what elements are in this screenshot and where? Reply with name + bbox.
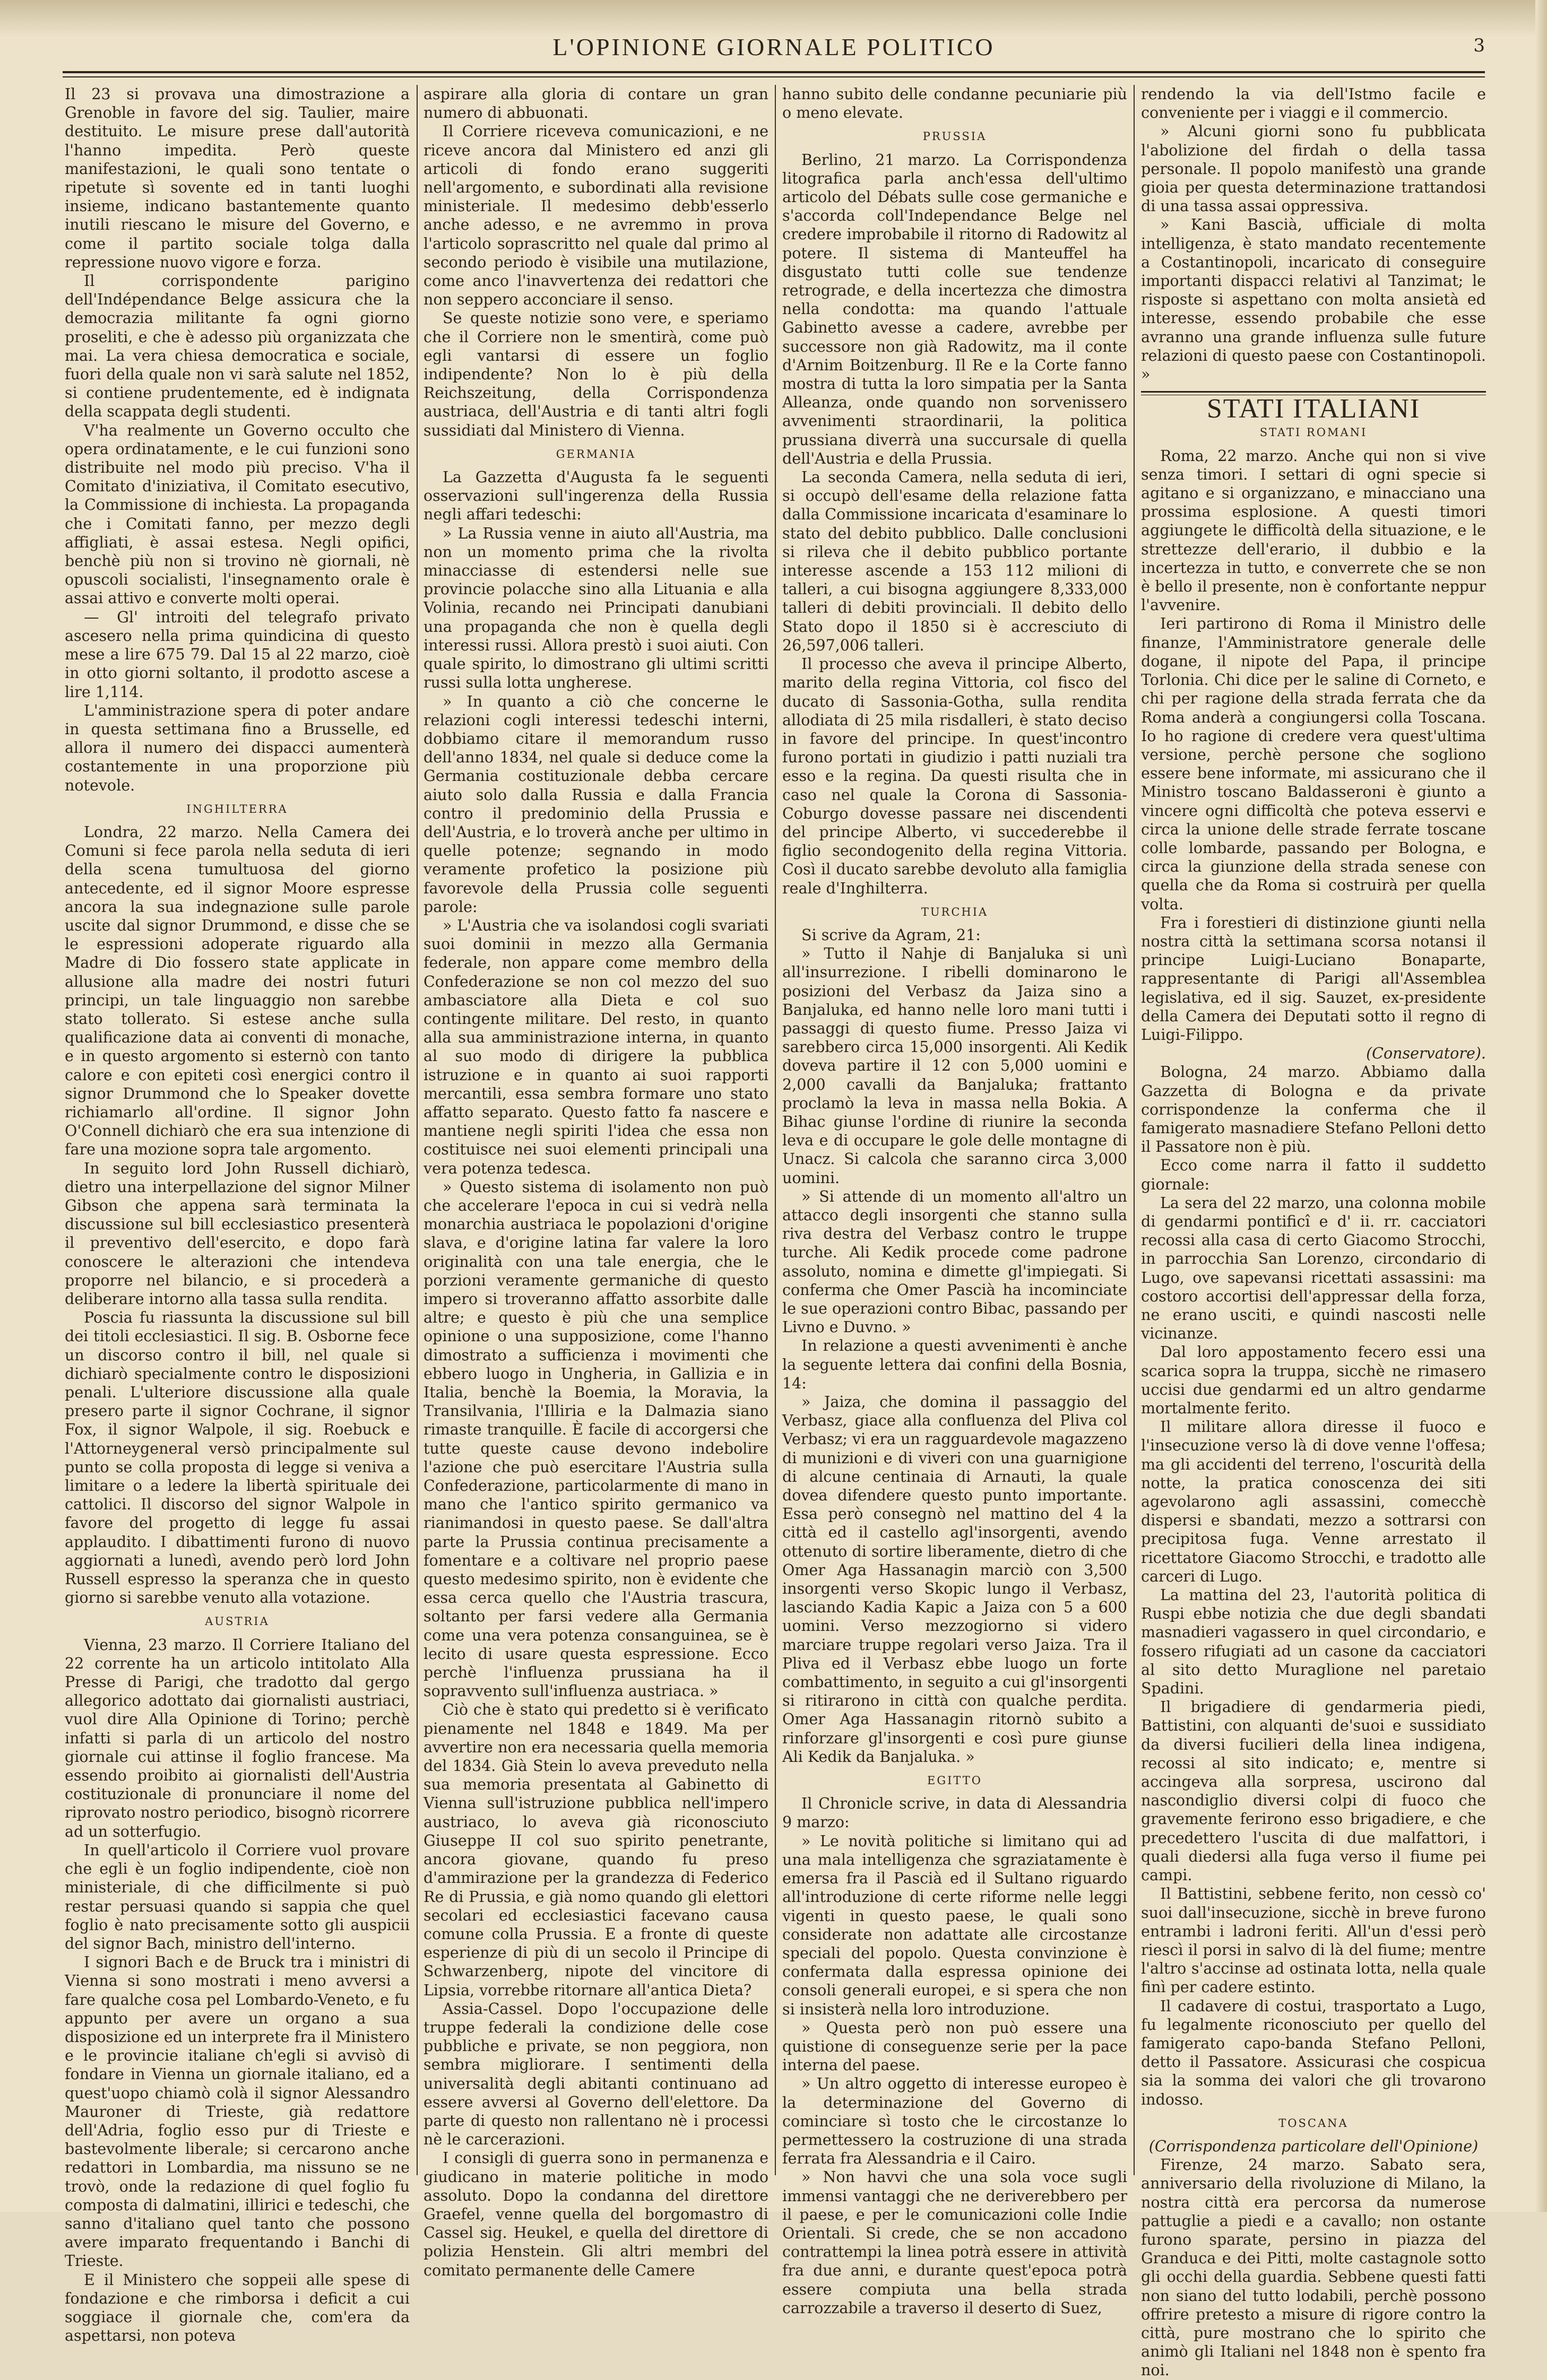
paragraph: Il Battistini, sebbene ferito, non cessò co' suoi dall'insecuzione, sicchè in breve furono entrambi i ladroni feriti. All'un d'essi però riescì il porsi in salvo di là del fiume; mentre l'altro s'accinse ad ostinata lotta, nella quale finì per cadere estinto.: [1141, 1885, 1486, 1996]
column-1: [65, 85, 410, 2345]
paragraph: Bologna, 24 marzo. Abbiamo dalla Gazzetta di Bologna e da private corrispondenze la conferma che il famigerato masnadiere Stefano Pelloni detto il Passatore non è più.: [1141, 1063, 1486, 1156]
section-heading: INGHILTERRA: [186, 802, 288, 815]
paragraph: » Si attende di un momento all'altro un attacco degli insorgenti che stanno sulla riva destra del Verbasz contro le truppe turche. Ali Kedik procede come padrone assoluto, nomina e dimette gl'impiegati. Si conferma che Omer Pascià ha incominciate le sue operazioni contro Bibac, passando per Livno e Duvno. »: [782, 1187, 1127, 1336]
paragraph: Fra i forestieri di distinzione giunti nella nostra città la settimana scorsa notansi il principe Luigi-Luciano Bonaparte, rappresentante di Parigi all'Assemblea legislativa, ed il sig. Sauzet, ex-presidente della Camera dei Deputati sotto il regno di Luigi-Filippo.: [1141, 914, 1486, 1044]
paragraph: Assia-Cassel. Dopo l'occupazione delle truppe federali la condizione delle cose pubbliche e private, se non peggiora, non sembra migliorare. I sentimenti della universalità degli abitanti continuano ad essere avversi al Governo dell'elettore. Da parte di questo non rallentano nè i processi nè le carcerazioni.: [424, 2000, 768, 2149]
paper-edge-top: [0, 0, 1547, 37]
paragraph: Il militare allora diresse il fuoco e l'insecuzione verso là di dove venne l'offesa; ma gli accidenti del terreno, l'oscurità della notte, la pratica conoscenza dei siti agevolarono agli assassini, comecchè dispersi e sbandati, mezzo a sottrarsi con precipitosa fuga. Venne arrestato il ricettatore Giacomo Strocchi, e tradotto alle carceri di Lugo.: [1141, 1418, 1486, 1585]
paragraph: Se queste notizie sono vere, e speriamo che il Corriere non le smentirà, come può egli vantarsi di essere un foglio indipendente? Non lo è più della Reichszeitung, della Corrispondenza austriaca, dell'Austria e di tanti altri fogli sussidiati dal Ministero di Vienna.: [424, 309, 768, 439]
paragraph: Ciò che è stato qui predetto si è verificato pienamente nel 1848 e 1849. Ma per avvertire non era necessaria quella memoria del 1834. Già Stein lo aveva preveduto nella sua memoria presentata al Gabinetto di Vienna sull'istruzione pubblica nell'impero austriaco, lo aveva già riconosciuto Giuseppe II col suo spirito penetrante, ancora giovane, quando fu preso d'ammirazione per la grandezza di Federico Re di Prussia, e già nomo quando gli elettori secolari ed ecclesiastici facevano causa comune colla Prussia. E a fronte di queste esperienze di più di un secolo il Principe di Schwarzenberg, nipote del vincitore di Lipsia, vorrebbe ritornare all'antica Dieta?: [424, 1701, 768, 1999]
paragraph: In seguito lord John Russell dichiarò, dietro una interpellazione del signor Milner Gibson che appena sarà terminata la discussione sul bill ecclesiastico presenterà il preventivo dell'esercito, e dopo farà conoscere le alterazioni che intendeva proporre nel bilancio, e si procederà a deliberare intorno alla tassa sulla rendita.: [65, 1159, 410, 1308]
paragraph: I consigli di guerra sono in permanenza e giudicano in materie politiche in modo assoluto. Dopo la condanna del direttore Graefel, venne quella del borgomastro di Cassel sig. Heukel, e quella del direttore di polizia Henstein. Gli altri membri del comitato permanente delle Camere: [424, 2149, 768, 2279]
page-number: 3: [1473, 35, 1485, 56]
newspaper-title: L'OPINIONE GIORNALE POLITICO: [552, 33, 995, 60]
paragraph: I signori Bach e de Bruck tra i ministri di Vienna si sono mostrati i meno avversi a fare qualche cosa pel Lombardo-Veneto, e fu appunto per avere un organo a sua disposizione ed un interprete fra il Ministero e le provincie italiane ch'egli si avvisò di fondare in Vienna un giornale italiano, ed a quest'uopo chiamò colà il signor Alessandro Mauroner di Trieste, già redattore dell'Adria, foglio esso pur di Trieste e bastevolmente liberale; si cercarono anche redattori in Lombardia, ma nissuno se ne trovò, onde la redazione di quel foglio fu composta di dalmatini, illirici e tedeschi, che sanno d'italiano quel tanto che possono avere imparato frequentando i Banchi di Trieste.: [65, 1953, 410, 2270]
paragraph: La Gazzetta d'Augusta fa le seguenti osservazioni sull'ingerenza della Russia negli affari tedeschi:: [424, 468, 768, 524]
section-heading: PRUSSIA: [922, 130, 987, 143]
masthead-rule: [63, 71, 1485, 77]
section-heading: STATI ROMANI: [1259, 426, 1368, 439]
paragraph: Poscia fu riassunta la discussione sul bill dei titoli ecclesiastici. Il sig. B. Osborne fece un discorso contro il bill, nel quale si dichiarò specialmente contro le disposizioni penali. L'ulteriore discussione alla quale presero parte il signor Cochrane, il signor Fox, il signor Walpole, il sig. Roebuck e l'Attorneygeneral versò principalmente sul punto se colla proposta di legge si veniva a limitare o a ledere la libertà spirituale dei cattolici. Il discorso del signor Walpole in favore del progetto di legge fu assai applaudito. I dibattimenti furono di nuovo aggiornati a lunedì, avendo però lord John Russell espresso la speranza che in questo giorno si sarebbe venuto alla votazione.: [65, 1309, 410, 1607]
paragraph: Il processo che aveva il principe Alberto, marito della regina Vittoria, col fisco del ducato di Sassonia-Gotha, sulla rendita allodiata di 25 mila risdalleri, è stato deciso in favore del principe. In quest'incontro furono portati in giudizio i patti nuziali tra esso e la regina. Da questi risulta che in caso nel quale la Corona di Sassonia-Coburgo dovesse passare nei discendenti del principe Alberto, vi succederebbe il figlio secondogenito della regina Vittoria. Così il ducato sarebbe devoluto alla famiglia reale d'Inghilterra.: [782, 655, 1127, 897]
paragraph: » Questa però non può essere una quistione di conseguenze serie per la pace interna del paese.: [782, 2019, 1127, 2074]
paragraph: La seconda Camera, nella seduta di ieri, si occupò dell'esame della relazione fatta dalla Commissione incaricata d'esaminare lo stato del debito pubblico. Dalle conclusioni si rileva che il debito pubblico portante interesse ascende a 153 112 milioni di talleri, a cui bisogna aggiungere 8,333,000 talleri di debiti provinciali. Il debito dello Stato dopo il 1850 si è accresciuto di 26,597,006 talleri.: [782, 468, 1127, 654]
paper-edge-right: [1535, 0, 1547, 2212]
paragraph: La sera del 22 marzo, una colonna mobile di gendarmi pontificî e d' ii. rr. cacciatori recossi alla casa di certo Giacomo Strocchi, in parrocchia San Lorenzo, circondario di Lugo, ove sapevansi ricettati assassini: ma costoro accortisi dell'appressar della forza, ne erano usciti, e quindi nascosti nelle vicinanze.: [1141, 1194, 1486, 1343]
column-4: [1141, 85, 1486, 2379]
column-divider: [1134, 85, 1135, 2175]
paragraph: Ecco come narra il fatto il suddetto giornale:: [1141, 1157, 1486, 1193]
paragraph: » Tutto il Nahje di Banjaluka si unì all'insurrezione. I ribelli dominarono le posizioni del Verbasz da Jaiza sino a Banjaluka, ed hanno nelle loro mani tutti i passaggi di questo fiume. Presso Jaiza vi sarebbero circa 15,000 insorgenti. Ali Kedik doveva partire il 12 con 5,000 uomini e 2,000 cavalli da Banjaluka; frattanto proclamò la leva in massa nella Bokia. A Bihac giunse l'ordine di riunire la seconda leva e di occupare le gole delle montagne di Unacz. Si calcola che saranno circa 3,000 uomini.: [782, 945, 1127, 1187]
paragraph: » La Russia venne in aiuto all'Austria, ma non un momento prima che la rivolta minacciasse di estendersi nelle sue provincie polacche sino alla Lituania e alla Volinia, recando nei Principati danubiani una propaganda che non è quella degli interessi russi. Allora prestò i suoi aiuti. Con quale spirito, lo dimostrano gli ultimi scritti russi sulla lotta ungherese.: [424, 524, 768, 692]
paragraph: » L'Austria che va isolandosi cogli svariati suoi dominii in mezzo alla Germania federale, non appare come membro della Confederazione se non col mezzo del suo ambasciatore alla Dieta e col suo contingente militare. Del resto, in quanto alla sua amministrazione interna, in quanto al suo modo di dirigere la pubblica istruzione e in quanto ai suoi rapporti mercantili, essa sembra formare uno stato affatto separato. Questo fatto fa nascere e mantiene negli spiriti l'idea che essa non costituisce nei suoi elementi principali una vera potenza tedesca.: [424, 916, 768, 1177]
column-divider: [775, 85, 776, 2175]
paragraph: V'ha realmente un Governo occulto che opera ordinatamente, e le cui funzioni sono distribuite nel modo più preciso. V'ha il Comitato d'iniziativa, il Comitato esecutivo, la Commissione di inchiesta. La propaganda che i Comitati fanno, per mezzo degli affigliati, è assai estesa. Negli opifici, benchè più non si trovino nè giornali, nè opuscoli socialisti, l'insegnamento orale è assai attivo e converte molti operai.: [65, 421, 410, 607]
paragraph: Londra, 22 marzo. Nella Camera dei Comuni si fece parola nella seduta di ieri della scena tumultuosa del giorno antecedente, ed il signor Moore espresse ancora la sua indegnazione sulle parole uscite dal signor Drummond, e disse che se le espressioni adoperate riguardo alla Madre di Dio fossero state applicate in allusione alla madre dei nostri futuri principi, un tale linguaggio non sarebbe stato tollerato. Si estese anche sulla qualificazione data ai conventi di monache, e in questo argomento si esternò con tanto calore e con epiteti così energici contro il signor Drummond che lo Speaker dovette richiamarlo all'ordine. Il signor John O'Connell dichiarò che era sua intenzione di fare una mozione sopra tale argomento.: [65, 823, 410, 1159]
paragraph: » Questo sistema di isolamento non può che accelerare l'epoca in cui si vedrà nella monarchia austriaca le popolazioni d'origine slava, e d'origine latina far valere la loro originalità con una tale energia, che le porzioni veramente germaniche di questo impero si troveranno affatto assorbite dalle altre; e questo è più che una semplice opinione o una supposizione, come l'hanno dimostrato a sufficienza i movimenti che ebbero luogo in Ungheria, in Gallizia e in Italia, benchè la Boemia, la Moravia, la Transilvania, l'Illiria e la Dalmazia siano rimaste tranquille. È facile di accorgersi che tutte queste cause devono indebolire l'azione che può esercitare l'Austria sulla Confederazione, particolarmente di mano in mano che l'antico spirito germanico va rianimandosi in questo paese. Se dall'altra parte la Prussia continua precisamente a fomentare e a coltivare nel proprio paese questo medesimo spirito, non è evidente che essa cerca quello che l'Austria trascura, soltanto per farsi vedere alla Germania come una vera potenza consanguinea, se è lecito di usare questa espressione. Ecco perchè l'influenza prussiana ha il sopravvento sull'influenza austriaca. »: [424, 1178, 768, 1700]
paragraph: Dal loro appostamento fecero essi una scarica sopra la truppa, sicchè ne rimasero uccisi due gendarmi ed un altro gendarme mortalmente ferito.: [1141, 1343, 1486, 1418]
masthead: [63, 33, 1485, 68]
paragraph: Il brigadiere di gendarmeria piedi, Battistini, con alquanti de'suoi e sussidiato da diversi fucilieri della linea indigena, recossi al sito indicato; e, mentre si accingeva alla sorpresa, uscirono dal nascondiglio diversi colpi di fuoco che gravemente ferirono esso brigadiere, e che precedettero l'uscita di due malfattori, i quali diedersi alla fuga verso il fiume pei campi.: [1141, 1698, 1486, 1884]
paragraph: hanno subito delle condanne pecuniarie più o meno elevate.: [782, 85, 1127, 122]
paragraph: » Kani Bascià, ufficiale di molta intelligenza, è stato mandato recentemente a Costantinopoli, incaricato di conseguire importanti dispacci relativi al Tanzimat; le risposte si aspettano con molta ansietà ed interesse, essendo probabile che esse avranno una grande influenza sulle future relazioni di questo paese con Costantinopoli. »: [1141, 216, 1486, 384]
paragraph: Il corrispondente parigino dell'Indépendance Belge assicura che la democrazia militante fa ogni giorno proseliti, e che è adesso più organizzata che mai. La vera chiesa democratica e sociale, fuori della quale non vi sarà salute nel 1852, si contiene prudentemente, ed è indignata della scappata degli studenti.: [65, 272, 410, 421]
paragraph: L'amministrazione spera di poter andare in questa settimana fino a Brusselle, ed allora il numero dei dispacci aumenterà costantemente in una proporzione più notevole.: [65, 701, 410, 794]
paragraph: » Jaiza, che domina il passaggio del Verbasz, giace alla confluenza del Pliva col Verbasz; vi era un ragguardevole magazzeno di munizioni e di viveri con una guarnigione di alcune centinaia di Arnauti, la quale dovea difendere questo punto importante. Essa però consegnò nel mattino del 4 la città ed il castello agl'insorgenti, avendo ottenuto di sortire liberamente, dietro di che Omer Aga Hassanagin marciò con 3,500 insorgenti verso Skopic lungo il Verbasz, lasciando Kadia Kapic a Jaiza con 5 a 600 uomini. Verso mezzogiorno si videro marciare truppe regolari verso Jaiza. Tra il Pliva ed il Verbasz ebbe luogo un forte combattimento, in seguito a cui gl'insorgenti si ritirarono in città con qualche perdita. Omer Aga Hassanagin ritornò subito a rinforzare gl'insorgenti e così pure giunse Ali Kedik da Banjaluka. »: [782, 1393, 1127, 1766]
paragraph: Si scrive da Agram, 21:: [801, 926, 981, 944]
paragraph: Roma, 22 marzo. Anche qui non si vive senza timori. I settari di ogni specie si agitano e si organizzano, e minacciano una prossima esplosione. A questi timori aggiungete le difficoltà della situazione, e le strettezze dell'erario, il dubbio e la incertezza in tutto, e converrete che se non è bello il presente, non è confortante neppur l'avvenire.: [1141, 447, 1486, 614]
paragraph: In relazione a questi avvenimenti è anche la seguente lettera dai confini della Bosnia, 14:: [782, 1337, 1127, 1392]
paragraph: » Un altro oggetto di interesse europeo è la determinazione del Governo di cominciare sì tosto che le circostanze lo permettessero la costruzione di una strada ferrata fra Alessandria e il Cairo.: [782, 2075, 1127, 2168]
paragraph: Il cadavere di costui, trasportato a Lugo, fu legalmente riconosciuto per quello del famigerato capo-banda Stefano Pelloni, detto il Passatore. Assicurasi che cospicua sia la somma dei valori che gli trovarono indosso.: [1141, 1997, 1486, 2108]
section-heading: EGITTO: [927, 1774, 983, 1787]
section-heading: GERMANIA: [556, 447, 636, 461]
paragraph: » In quanto a ciò che concerne le relazioni cogli interessi tedeschi interni, dobbiamo citare il memorandum russo dell'anno 1834, nel quale si deduce come la Germania costituzionale debba cercare aiuto solo dalla Russia e dalla Francia contro il predominio della Prussia e dell'Austria, e lo troverà anche per ultimo in quelle potenze; segnando in modo veramente profetico la posizione più favorevole della Prussia colle seguenti parole:: [424, 692, 768, 916]
paragraph: Firenze, 24 marzo. Sabato sera, anniversario della rivoluzione di Milano, la nostra città era percorsa da numerose pattuglie a piedi e a cavallo; non ostante furono sparate, persino in piazza del Granduca e dei Pitti, molte castagnole sotto gli occhi della guardia. Sebbene questi fatti non siano del tutto lodabili, perchè possono offrire pretesto a misure di rigore contro la città, pure mostrano che lo spirito che animò gli Italiani nel 1848 non è spento fra noi.: [1141, 2156, 1486, 2379]
paragraph: Ieri partirono di Roma il Ministro delle finanze, l'Amministratore generale delle dogane, il nipote del Papa, il principe Torlonia. Chi dice per le saline di Corneto, e chi per ragione della strada ferrata che da Roma anderà a congiungersi colla Toscana. Io ho ragione di credere vera quest'ultima versione, perchè persone che sogliono essere bene informate, mi assicurano che il Ministro toscano Baldasseroni è giunto a vincere ogni difficoltà che poteva esservi e circa la unione delle strade ferrate toscane colle lombarde, passando per Bologna, e circa la giunzione della strada senese con quella che da Roma si costruirà per quella volta.: [1141, 615, 1486, 913]
paragraph: In quell'articolo il Corriere vuol provare che egli è un foglio indipendente, cioè non ministeriale, di che difficilmente si può restar persuasi quando si sappia che quel foglio è nato precisamente sotto gli auspicii del signor Bach, ministro dell'interno.: [65, 1841, 410, 1952]
paragraph: rendendo la via dell'Istmo facile e conveniente per i viaggi e il commercio.: [1141, 85, 1486, 122]
paragraph: Il 23 si provava una dimostrazione a Grenoble in favore del sig. Taulier, maire destituito. Le misure prese dall'autorità l'hanno impedita. Però queste manifestazioni, le quali sono tentate o ripetute sì sovente ed in tanti luoghi insieme, indicano bastantemente quanto inutili riescano le misure del Governo, e come il partito sociale tolga dalla repressione nuovo vigore e forza.: [65, 85, 410, 271]
paragraph: » Alcuni giorni sono fu pubblicata l'abolizione del firdah o della tassa personale. Il popolo manifestò una grande gioia per questa determinazione trattandosi di una tassa assai oppressiva.: [1141, 123, 1486, 215]
paragraph: » Non havvi che una sola voce sugli immensi vantaggi che ne deriverebbero per il paese, e per le comunicazioni colle Indie Orientali. Si crede, che se non accadono contrattempi la linea potrà essere in attività fra due anni, e durante quest'epoca potrà essere compiuta una bella strada carrozzabile a traverso il deserto di Suez,: [782, 2168, 1127, 2317]
paragraph: E il Ministero che soppeii alle spese di fondazione e che rimborsa i deficit a cui soggiace il giornale che, com'era da aspettarsi, non poteva: [65, 2271, 410, 2345]
section-heading: TOSCANA: [1278, 2116, 1349, 2130]
column-2: [424, 85, 768, 2279]
paragraph: Il Chronicle scrive, in data di Alessandria 9 marzo:: [782, 1795, 1127, 1831]
column-divider: [417, 85, 418, 2175]
major-heading: STATI ITALIANI: [1206, 394, 1421, 424]
paragraph: Berlino, 21 marzo. La Corrispondenza litografica parla anch'essa dell'ultimo articolo del Débats sulle cose germaniche e s'accorda coll'Independance Belge nel credere improbabile il ritorno di Radowitz al potere. Il sistema di Manteuffel ha disgustato tutti colle sue tendenze retrograde, e della incertezza che dimostra nella condotta: ma quando l'attuale Gabinetto avesse a cadere, avrebbe per successore non già Radowitz, ma il conte d'Arnim Boitzenburg. Il Re e la Corte fanno mostra di tutta la loro simpatia per la Santa Alleanza, onde quando non sorvenissero avvenimenti straordinarii, la politica prussiana diverrà una succursale di quella dell'Austria e della Prussia.: [782, 151, 1127, 467]
correspondence-note: (Corrispondenza particolare dell'Opinione): [1148, 2137, 1479, 2155]
section-heading: AUSTRIA: [205, 1615, 270, 1628]
column-3: [782, 85, 1127, 2317]
section-heading: TURCHIA: [921, 905, 989, 918]
paragraph: Vienna, 23 marzo. Il Corriere Italiano del 22 corrente ha un articolo intitolato Alla Presse di Parigi, che tradotto dal gergo allegorico adottato dai giornalisti austriaci, vuol dire Alla Opinione di Torino; perchè infatti si parla di un articolo del nostro giornale cui attinse il foglio francese. Ma essendo proibito ai giornalisti dell'Austria costituzionale di pronunciare il nome del riprovato nostro periodico, bisognò ricorrere ad un sotterfugio.: [65, 1636, 410, 1840]
paragraph: La mattina del 23, l'autorità politica di Ruspi ebbe notizia che due degli sbandati masnadieri vagassero in quel circondario, e fossero rifugiati ad un casone da cacciatori al sito detto Muraglione nel paretaio Spadini.: [1141, 1586, 1486, 1698]
source-credit: (Conservatore).: [1366, 1045, 1486, 1063]
paragraph: aspirare alla gloria di contare un gran numero di abbuonati.: [424, 85, 768, 122]
paragraph: » Le novità politiche si limitano qui ad una mala intelligenza che sgraziatamente è emersa fra il Pascià ed il Sultano riguardo all'introduzione di certe riforme nelle leggi vigenti in questo paese, le quali sono considerate non adattate alle circostanze speciali del popolo. Questa convinzione è confermata dalla espressa opinione dei consoli generali europei, e si spera che non si insisterà nella loro introduzione.: [782, 1832, 1127, 2018]
paragraph: Il Corriere riceveva comunicazioni, e ne riceve ancora dal Ministero ed anzi gli articoli di fondo erano suggeriti nell'argomento, e subordinati alla revisione ministeriale. Il medesimo debb'esserlo anche adesso, e ne avremmo in prova l'articolo soprascritto nel quale dal primo al secondo periodo è visibile una mutilazione, come anco l'inavvertenza dei redattori che non seppero acconciare il senso.: [424, 123, 768, 309]
paragraph: — Gl' introiti del telegrafo privato ascesero nella prima quindicina di questo mese a lire 675 79. Dal 15 al 22 marzo, cioè in otto giorni soltanto, il prodotto ascese a lire 1,114.: [65, 608, 410, 701]
